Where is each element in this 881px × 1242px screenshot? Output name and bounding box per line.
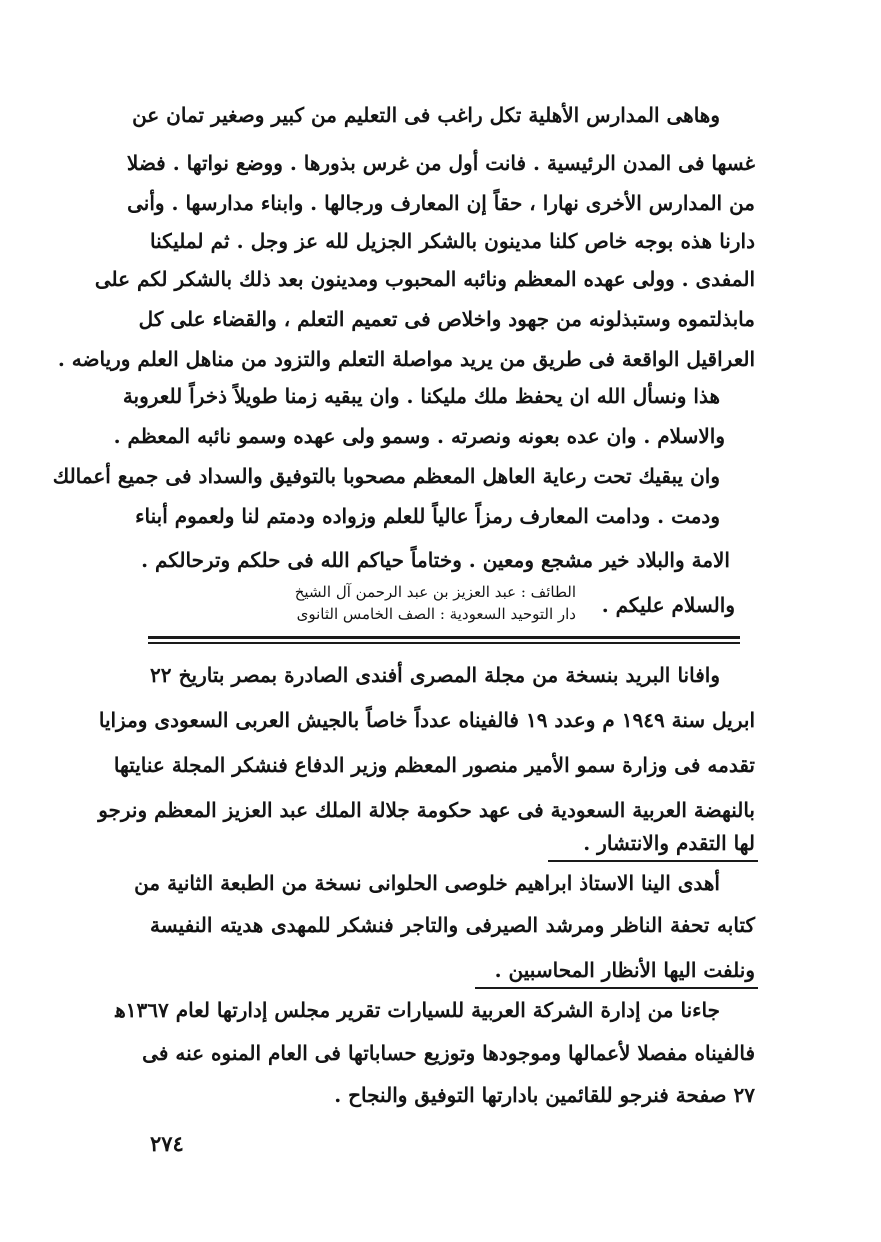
text-line: غسها فى المدن الرئيسية . فانت أول من غرس بذورها . ووضع نواتها . فضلا	[126, 151, 755, 175]
text-line: مابذلتموه وستبذلونه من جهود واخلاص فى تعميم التعلم ، والقضاء على كل	[138, 307, 755, 331]
text-line: من المدارس الأخرى نهارا ، حقاً إن المعارف ورجالها . وابناء مدارسها . وأنى	[127, 191, 755, 215]
text-line: الامة والبلاد خير مشجع ومعين . وختاماً حياكم الله فى حلكم وترحالكم .	[141, 548, 730, 572]
text-line: وهاهى المدارس الأهلية تكل راغب فى التعليم من كبير وصغير تمان عن	[132, 103, 720, 127]
text-line: المفدى . وولى عهده المعظم ونائبه المحبوب ومدينون بعد ذلك بالشكر لكم على	[94, 267, 755, 291]
page-number: ٢٧٤	[150, 1131, 184, 1156]
signature-line: الطائف : عبد العزيز بن عبد الرحمن آل الشيخ	[294, 583, 576, 601]
text-line: أهدى الينا الاستاذ ابراهيم خلوصى الحلوانى نسخة من الطبعة الثانية من	[134, 871, 720, 895]
text-line: ودمت . ودامت المعارف رمزاً عالياً للعلم وزواده ودمتم لنا ولعموم أبناء	[135, 504, 720, 528]
text-line: تقدمه فى وزارة سمو الأمير منصور المعظم وزير الدفاع فنشكر المجلة عنايتها	[113, 753, 755, 777]
text-line: جاءنا من إدارة الشركة العربية للسيارات تقرير مجلس إدارتها لعام ١٣٦٧ﻫ	[115, 998, 720, 1022]
text-line: والسلام عليكم .	[601, 593, 735, 617]
section-underline	[548, 860, 758, 862]
separator-rule	[148, 636, 740, 639]
text-line: دارنا هذه بوجه خاص كلنا مدينون بالشكر الجزيل لله عز وجل . ثم لمليكنا	[150, 229, 755, 253]
text-line: وان يبقيك تحت رعاية العاهل المعظم مصحوبا بالتوفيق والسداد فى جميع أعمالك	[52, 464, 720, 488]
text-line: فالفيناه مفصلا لأعمالها وموجودها وتوزيع حساباتها فى العام المنوه عنه فى	[142, 1041, 755, 1065]
text-line: ابريل سنة ١٩٤٩ م وعدد ١٩ فالفيناه عدداً خاصاً بالجيش العربى السعودى ومزايا	[98, 708, 755, 732]
text-line: بالنهضة العربية السعودية فى عهد حكومة جلالة الملك عبد العزيز المعظم ونرجو	[98, 798, 755, 822]
text-line: وافانا البريد بنسخة من مجلة المصرى أفندى الصادرة بمصر بتاريخ ٢٢	[150, 663, 720, 687]
text-line: هذا ونسأل الله ان يحفظ ملك مليكنا . وان يبقيه زمنا طويلاً ذخراً للعروبة	[122, 384, 720, 408]
text-line: ٢٧ صفحة فنرجو للقائمين بادارتها التوفيق والنجاح .	[334, 1083, 755, 1107]
text-line: والاسلام . وان عده بعونه ونصرته . وسمو ولى عهده وسمو نائبه المعظم .	[113, 424, 725, 448]
text-line: لها التقدم والانتشار .	[583, 831, 755, 855]
signature-line: دار التوحيد السعودية : الصف الخامس الثانوى	[296, 605, 576, 623]
separator-rule	[148, 642, 740, 644]
text-line: كتابه تحفة الناظر ومرشد الصيرفى والتاجر فنشكر للمهدى هديته النفيسة	[150, 913, 755, 937]
text-line: ونلفت اليها الأنظار المحاسبين .	[494, 958, 755, 982]
section-underline	[475, 987, 758, 989]
text-line: العراقيل الواقعة فى طريق من يريد مواصلة التعلم والتزود من مناهل العلم ورياضه .	[57, 347, 755, 371]
